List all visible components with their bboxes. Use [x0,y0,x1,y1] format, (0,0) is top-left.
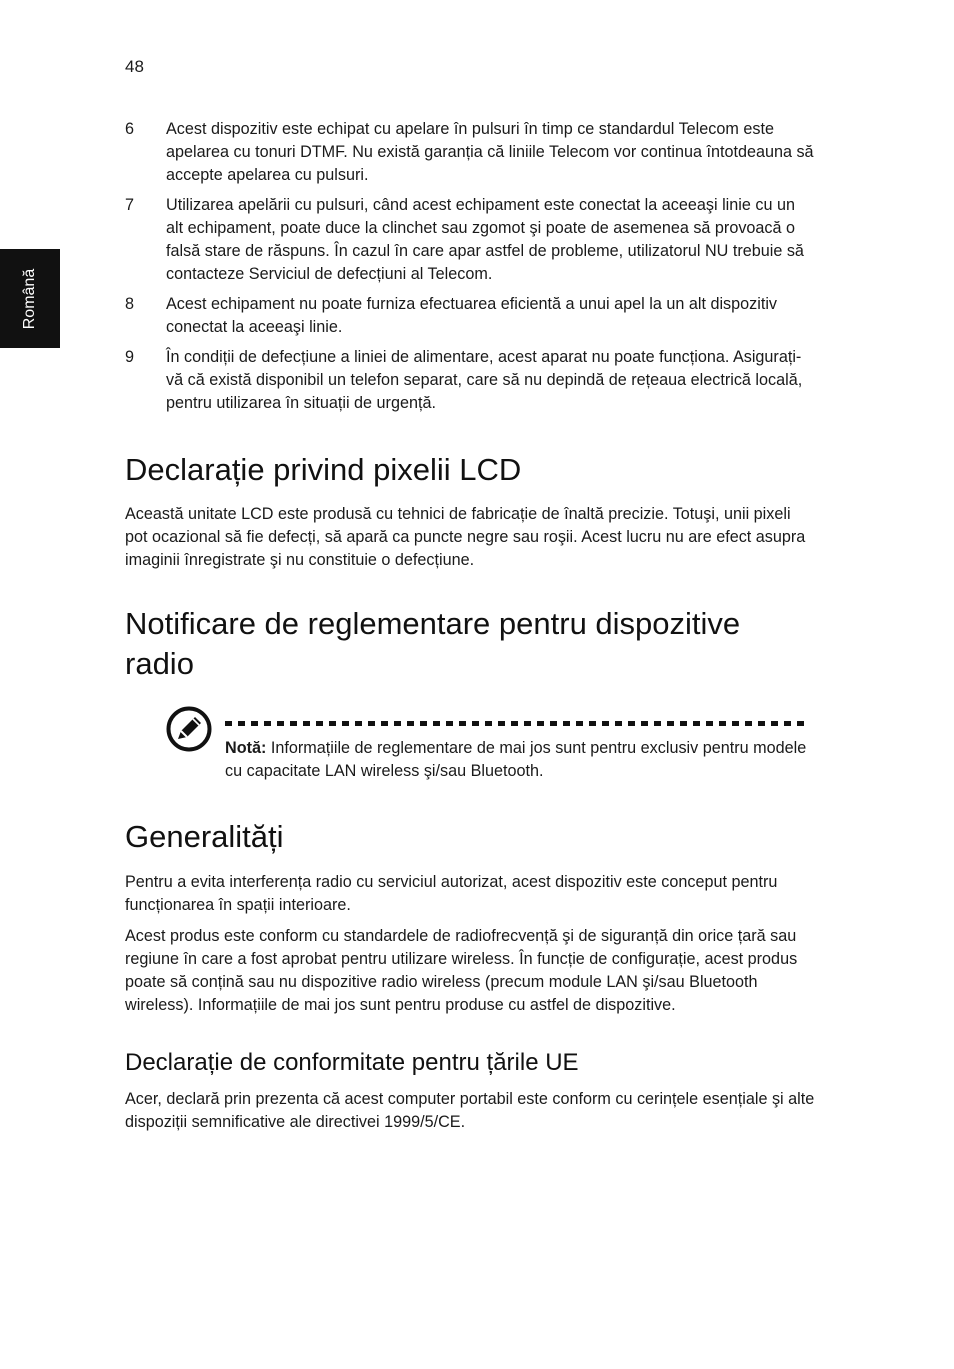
general-paragraph: Pentru a evita interferența radio cu serviciul autorizat, acest dispozitiv este conceput pentru funcționarea în spații interioare. [125,873,778,914]
list-item-text: Acest dispozitiv este echipat cu apelare în pulsuri în timp ce standardul Telecom este apelarea cu tonuri DTMF. Nu există garanția că liniile Telecom vor continua întotdeauna să accepte apelarea cu pulsuri. [166,120,814,184]
eu-heading: Declarație de conformitate pentru țările UE [125,1049,579,1076]
note-box [125,706,815,792]
list-item-text: În condiții de defecțiune a liniei de alimentare, acest aparat nu poate funcționa. Asigurați-vă că există disponibil un telefon separat, care să nu depindă de rețeaua electrică locală, pentru utilizarea în situații de urgență. [166,348,803,412]
lcd-heading: Declarație privind pixelii LCD [125,452,522,487]
list-item [125,194,815,286]
language-tab [0,249,60,348]
general-heading: Generalități [125,819,284,854]
page-number: 48 [125,57,144,76]
note-label: Notă: [225,739,267,757]
lcd-paragraph: Această unitate LCD este produsă cu tehnici de fabricație de înaltă precizie. Totuşi, unii pixeli pot ocazional să fie defecți, să apară ca puncte negre sau roşii. Acest lucru nu are efect asupra imaginii înregistrate şi nu constituie o defecțiune. [125,505,806,569]
list-item-text: Acest echipament nu poate furniza efectuarea eficientă a unui apel la un alt dispozitiv conectat la aceeaşi linie. [166,295,778,336]
list-item-number: 9 [125,348,135,366]
note-text [225,737,815,783]
note-pen-icon [166,706,212,752]
list-item-number: 7 [125,196,135,214]
note-body: Informațiile de reglementare de mai jos sunt pentru exclusiv pentru modele cu capacitate LAN wireless şi/sau Bluetooth. [225,739,807,780]
radio-heading: Notificare de reglementare pentru dispozitive radio [125,606,741,681]
list-item-text: Utilizarea apelării cu pulsuri, când acest echipament este conectat la aceeaşi linie cu un alt echipament, poate duce la clinchet sau zgomot şi poate de asemenea să provoacă o falsă stare de răspuns. În cazul în care apar astfel de probleme, utilizatorul NU trebuie să contacteze Serviciul de defecțiuni al Telecom. [166,196,804,283]
list-item [125,346,815,415]
eu-paragraph: Acer, declară prin prezenta că acest computer portabil este conform cu cerințele esențiale şi alte dispoziții semnificative ale directivei 1999/5/CE. [125,1090,815,1131]
page-content [125,118,815,1142]
note-divider [225,721,809,726]
list-item-number: 6 [125,120,135,138]
general-paragraph: Acest produs este conform cu standardele de radiofrecvență şi de siguranță din orice țară sau regiune în care a fost aprobat pentru utilizare wireless. În funcție de configurație, acest produs poate să conțină sau nu dispozitive radio wireless (precum module LAN şi/sau Bluetooth wireless). Informațiile de mai jos sunt pentru produse cu astfel de dispozitive. [125,927,798,1014]
language-tab-label: Română [21,268,38,330]
list-item [125,293,815,339]
list-item [125,118,815,187]
list-item-number: 8 [125,295,135,313]
